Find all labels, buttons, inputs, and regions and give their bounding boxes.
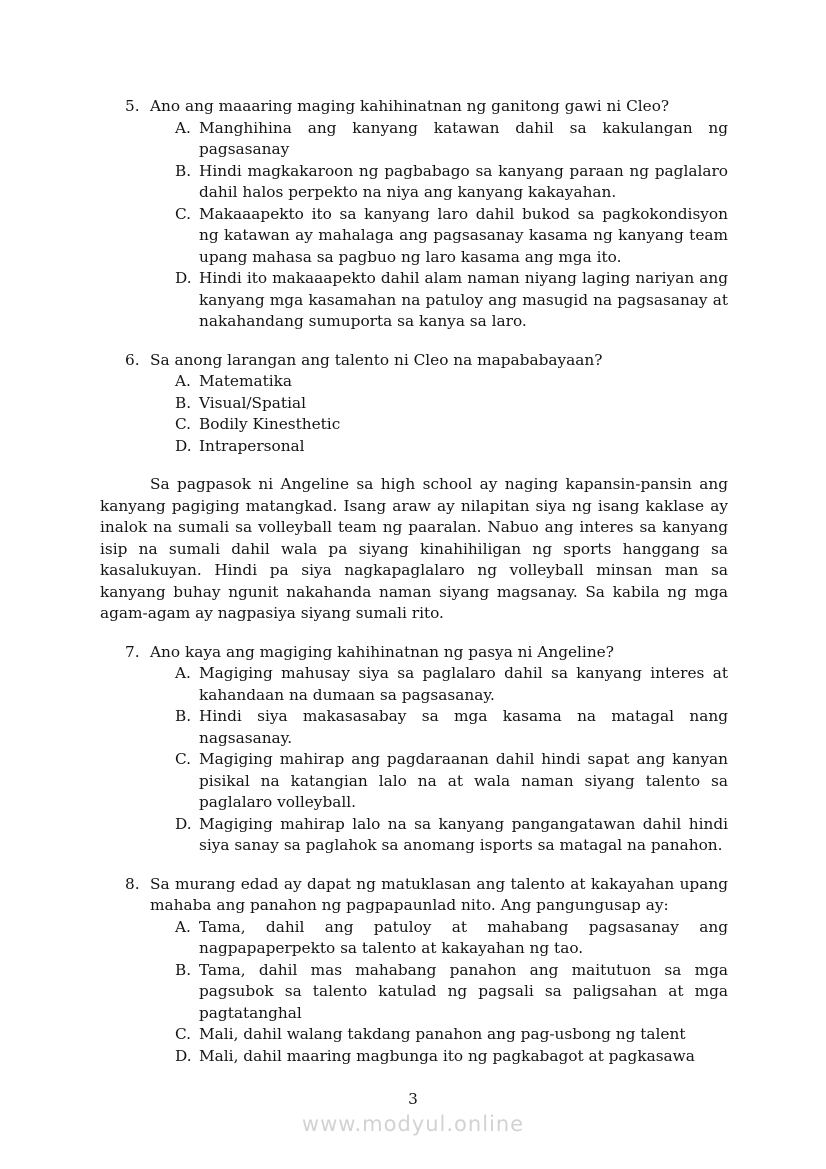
option-text: Manghihina ang kanyang katawan dahil sa kakulangan ng pagsasanay — [199, 118, 728, 158]
option-text: Makaaapekto ito sa kanyang laro dahil bukod sa pagkokondisyon ng katawan ay mahalaga ang pagsasanay kasama ng kanyang team upang mahasa sa pagbuo ng laro kasama ang mga ito. — [199, 204, 728, 266]
option-letter: D. — [175, 436, 192, 455]
option-text: Intrapersonal — [199, 436, 305, 455]
question-6-option-a — [175, 371, 728, 393]
question-7-head — [125, 642, 728, 664]
option-letter: B. — [175, 960, 192, 979]
option-letter: A. — [175, 917, 191, 936]
question-number: 6. — [125, 350, 140, 369]
question-8-option-d — [175, 1046, 728, 1068]
option-letter: C. — [175, 415, 192, 433]
option-text: Hindi siya makasasabay sa mga kasama na matagal nang nagsasanay. — [199, 707, 728, 747]
option-text: Visual/Spatial — [199, 393, 306, 412]
question-5-head — [125, 96, 728, 118]
option-text: Magiging mahusay siya sa paglalaro dahil sa kanyang interes at kahandaan na dumaan sa pagsasanay. — [199, 664, 728, 704]
question-number: 7. — [125, 642, 140, 661]
option-text: Hindi ito makaaapekto dahil alam naman niyang laging nariyan ang kanyang mga kasamahan na patuloy ang masugid na pagsasanay at nakahandang sumuporta sa kanya sa laro. — [199, 269, 728, 330]
option-text: Magiging mahirap ang pagdaraanan dahil hindi sapat ang kanyan pisikal na katangian lalo na at wala naman siyang talento sa paglalaro volleyball. — [199, 750, 728, 811]
question-text: Ano kaya ang magiging kahihinatnan ng pasya ni Angeline? — [150, 642, 614, 661]
option-letter: A. — [175, 118, 191, 137]
option-letter: D. — [175, 269, 192, 287]
option-letter: C. — [175, 204, 192, 223]
question-6-option-d — [175, 436, 728, 458]
question-6 — [125, 350, 728, 458]
question-8-option-b — [175, 960, 728, 1025]
page-number: 3 — [408, 1090, 418, 1108]
option-text: Magiging mahirap lalo na sa kanyang pangangatawan dahil hindi siya sanay sa paglahok sa anomang isports sa matagal na panahon. — [199, 814, 728, 854]
option-text: Mali, dahil maaring magbunga ito ng pagkabagot at pagkasawa — [199, 1046, 695, 1065]
question-7-option-b — [175, 706, 728, 749]
question-number: 8. — [125, 874, 140, 893]
option-letter: D. — [175, 1046, 192, 1065]
option-letter: C. — [175, 1025, 192, 1043]
question-7-option-a — [175, 663, 728, 706]
question-text: Sa murang edad ay dapat ng matuklasan ang talento at kakayahan upang mahaba ang panahon ng pagpapaunlad nito. Ang pangungusap ay: — [150, 874, 728, 914]
option-letter: B. — [175, 393, 192, 412]
option-letter: B. — [175, 707, 192, 725]
question-8-option-a — [175, 917, 728, 960]
question-text: Ano ang maaaring maging kahihinatnan ng ganitong gawi ni Cleo? — [150, 97, 670, 115]
option-text: Matematika — [199, 372, 293, 390]
option-text: Mali, dahil walang takdang panahon ang pag-usbong ng talent — [199, 1025, 686, 1043]
option-letter: D. — [175, 814, 192, 833]
question-7-option-c — [175, 749, 728, 814]
option-text: Tama, dahil ang patuloy at mahabang pagsasanay ang nagpapaperpekto sa talento at kakayahan ng tao. — [199, 917, 728, 957]
question-6-option-b — [175, 393, 728, 415]
option-letter: A. — [175, 664, 191, 682]
option-letter: A. — [175, 372, 191, 390]
question-8-option-c — [175, 1024, 728, 1046]
option-text: Hindi magkakaroon ng pagbabago sa kanyang paraan ng paglalaro dahil halos perpekto na niya ang kanyang kakayahan. — [199, 161, 728, 201]
question-8-head — [125, 874, 728, 917]
watermark: www.modyul.online — [301, 1112, 525, 1136]
question-8 — [125, 874, 728, 1068]
question-5-option-c — [175, 204, 728, 269]
option-letter: B. — [175, 161, 192, 180]
question-number: 5. — [125, 97, 140, 115]
option-text: Tama, dahil mas mahabang panahon ang maitutuon sa mga pagsubok sa talento katulad ng pagsali sa paligsahan at mga pagtatanghal — [199, 960, 728, 1022]
option-letter: C. — [175, 750, 192, 768]
question-5-option-d — [175, 268, 728, 333]
passage-paragraph: Sa pagpasok ni Angeline sa high school ay naging kapansin-pansin ang kanyang pagiging matangkad. Isang araw ay nilapitan siya ng isang kaklase ay inalok na sumali sa volleyball team ng paaralan. Nabuo ang interes sa kanyang isip na sumali dahil wala pa siyang kinahihiligan ng sports hanggang sa kasalukuyan. Hindi pa siya nagkapaglalaro ng volleyball minsan man sa kanyang buhay ngunit nakahanda naman siyang magsanay. Sa kabila ng mga agam-agam ay nagpasiya siyang sumali rito. — [100, 475, 728, 622]
question-text: Sa anong larangan ang talento ni Cleo na mapababayaan? — [150, 350, 603, 369]
option-text: Bodily Kinesthetic — [199, 415, 341, 433]
question-5 — [125, 96, 728, 333]
question-6-head — [125, 350, 728, 372]
question-6-option-c — [175, 414, 728, 436]
question-7-option-d — [175, 814, 728, 857]
question-7 — [125, 642, 728, 857]
page-content — [100, 96, 728, 1067]
question-5-option-b — [175, 161, 728, 204]
question-5-option-a — [175, 118, 728, 161]
